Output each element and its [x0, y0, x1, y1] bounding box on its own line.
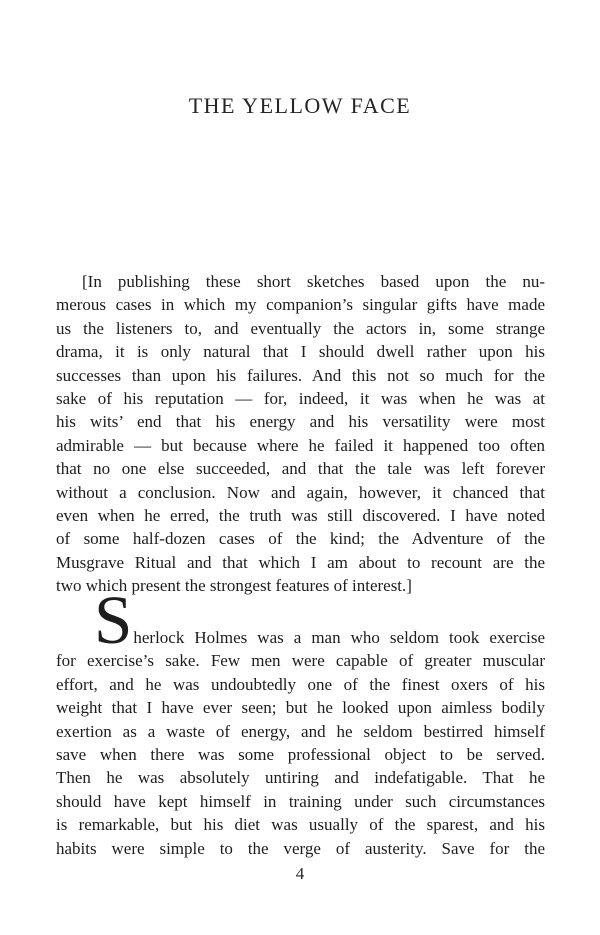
text-line: admirable — but because where he failed it happened too often [56, 435, 545, 455]
text-line: successes than upon his failures. And this not so much for the [56, 365, 545, 385]
text-line: merous cases in which my companion’s singular gifts have made [56, 295, 545, 315]
text-line: that no one else succeeded, and that the tale was left forever [56, 459, 545, 479]
text-line: even when he erred, the truth was still discovered. I have noted [56, 506, 545, 526]
text-line: Musgrave Ritual and that which I am about to recount are the [56, 552, 545, 572]
text-line: sake of his reputation — for, indeed, it was when he was at [56, 389, 545, 409]
text-line: exertion as a waste of energy, and he seldom bestirred himself [56, 721, 545, 741]
text-line: for exercise’s sake. Few men were capable of greater muscular [56, 651, 545, 671]
text-line: without a conclusion. Now and again, however, it chanced that [56, 482, 545, 502]
chapter-title: THE YELLOW FACE [188, 93, 412, 118]
page-number: 4 [295, 864, 305, 883]
body-paragraph-lines [56, 649, 545, 860]
text-line: weight that I have ever seen; but he looked upon aimless bodily [56, 698, 545, 718]
text-line: two which present the strongest features of interest.] [56, 576, 412, 596]
text-line: us the listeners to, and eventually the actors in, some strange [56, 318, 545, 338]
text-line: save when there was some professional object to be served. [56, 745, 545, 765]
text-line: his wits’ end that his energy and his versatility were most [56, 412, 545, 432]
text-line: is remarkable, but his diet was usually of the sparest, and his [56, 815, 545, 835]
text-line: drama, it is only natural that I should dwell rather upon his [56, 342, 545, 362]
dropcap-line-text: herlock Holmes was a man who seldom took exercise [133, 628, 545, 647]
text-line: Then he was absolutely untiring and indefatigable. That he [56, 768, 545, 788]
opening-bracketed-paragraph [56, 270, 545, 598]
text-line: of some half-dozen cases of the kind; the Adventure of the [56, 529, 545, 549]
text-line: should have kept himself in training under such circumstances [56, 791, 545, 811]
text-line: effort, and he was undoubtedly one of the finest oxers of his [56, 674, 545, 694]
text-line: [In publishing these short sketches based upon the nu- [82, 272, 545, 291]
drop-cap-letter: S [94, 582, 133, 658]
text-line: habits were simple to the verge of austerity. Save for the [56, 838, 545, 858]
